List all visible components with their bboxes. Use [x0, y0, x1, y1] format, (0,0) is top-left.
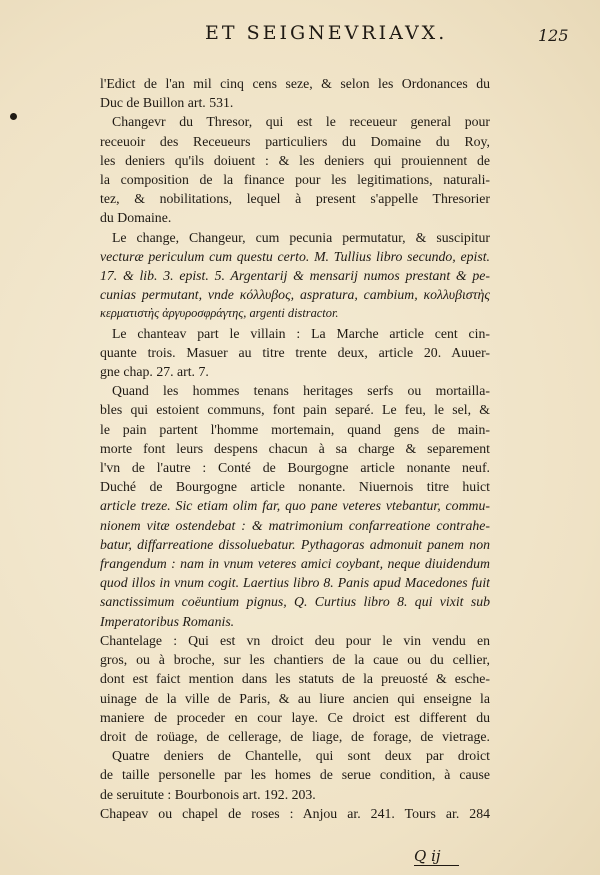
- running-title: ET SEIGNEVRIAVX.: [205, 22, 448, 44]
- text-line: les deniers qu'ils doiuent : & les deniers qui prouiennent de: [100, 152, 490, 168]
- text-line: l'vn de l'autre : Conté de Bourgogne article nonante neuf.: [100, 460, 490, 476]
- text-line: dont est faict mention dans les statuts de la preuosté & esche-: [100, 671, 490, 687]
- catchword: Q ij: [414, 847, 441, 865]
- text-line: Chapeav ou chapel de roses : Anjou ar. 241. Tours ar. 284: [100, 805, 490, 821]
- text-line: gne chap. 27. art. 7.: [100, 364, 209, 380]
- text-line: bles qui estoient communs, font pain separé. Le feu, le sel, &: [100, 402, 490, 418]
- text-line: Duché de Bourgogne article nonante. Niuernois titre huict: [100, 479, 490, 495]
- text-line: la composition de la finance pour les legitimations, naturali-: [100, 172, 490, 188]
- text-line: Chantelage : Qui est vn droict deu pour le vin vendu en: [100, 632, 490, 648]
- text-line: de seruitute : Bourbonois art. 192. 203.: [100, 786, 316, 802]
- text-line: κερματιστὴς ἀργυροσφράγτης, argenti distractor.: [100, 306, 339, 321]
- text-line: Duc de Buillon art. 531.: [100, 95, 234, 111]
- text-line: maniere de proceder en cour laye. Ce droict est different du: [100, 709, 490, 725]
- text-line: Quand les hommes tenans heritages serfs ou mortailla-: [112, 383, 490, 399]
- text-line: 17. & lib. 3. epist. 5. Argentarij & mensarij numos prestant & pe-: [100, 268, 490, 284]
- text-line: Le chanteav part le villain : La Marche article cent cin-: [112, 325, 490, 341]
- text-line: sanctissimum coëuntium pignus, Q. Curtius libro 8. qui vixit sub: [100, 594, 490, 610]
- text-line: cunias permutant, vnde κόλλυβος, aspratura, cambium, κολλυβιστὴς: [100, 287, 490, 303]
- text-line: nionem vitæ ostendebat : & matrimonium confarreatione contrahe-: [100, 517, 490, 533]
- text-line: quante trois. Masuer au titre trente deux, article 20. Auuer-: [100, 344, 490, 360]
- text-line: l'Edict de l'an mil cinq cens seze, & selon les Ordonances du: [100, 76, 490, 91]
- text-line: de taille personelle par les homes de serue condition, à cause: [100, 767, 490, 783]
- text-line: receuoir des Receueurs particuliers du Domaine du Roy,: [100, 133, 490, 149]
- text-line: Changevr du Thresor, qui est le receueur general pour: [112, 114, 490, 130]
- text-line: le pain partent l'homme mortemain, quand gens de main-: [100, 421, 490, 437]
- text-line: quod illos in vnum cogit. Laertius libro 8. Panis apud Macedones fuit: [100, 575, 490, 591]
- text-line: tez, & nobilitations, lequel à present s'appelle Thresorier: [100, 191, 490, 207]
- text-line: Imperatoribus Romanis.: [100, 613, 235, 629]
- text-line: batur, diffarreatione dissoluebatur. Pythagoras admonuit panem non: [100, 536, 490, 552]
- text-line: du Domaine.: [100, 210, 172, 226]
- text-line: frangendum : nam in vnum veteres amici coybant, neque diuidendum: [100, 556, 490, 572]
- text-line: article treze. Sic etiam olim far, quo pane veteres vtebantur, commu-: [100, 498, 490, 514]
- text-line: uinage de la ville de Paris, & au liure ancien qui enseigne la: [100, 690, 490, 706]
- body-text: [100, 74, 490, 823]
- margin-mark: [10, 113, 17, 120]
- catchword-underline: [414, 865, 459, 866]
- text-line: gros, ou à broche, sur les chantiers de la caue ou du cellier,: [100, 652, 490, 668]
- page-number: 125: [538, 26, 569, 45]
- text-line: vecturæ periculum cum questu certo. M. Tullius libro secundo, epist.: [100, 248, 490, 264]
- text-line: Quatre deniers de Chantelle, qui sont deux par droict: [112, 748, 490, 764]
- text-line: morte font leurs despens chacun à sa charge & separement: [100, 440, 490, 456]
- text-line: Le change, Changeur, cum pecunia permutatur, & suscipitur: [112, 229, 490, 245]
- text-line: droit de roüage, de cellerage, de liage, de forage, de vietrage.: [100, 728, 490, 744]
